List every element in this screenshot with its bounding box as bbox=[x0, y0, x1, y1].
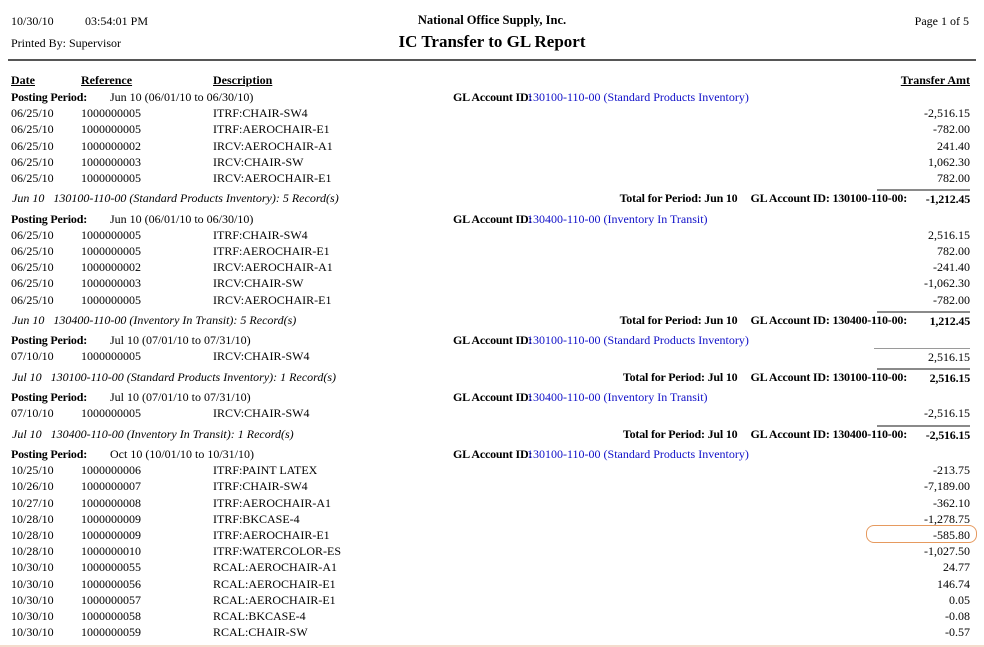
row-description: ITRF:PAINT LATEX bbox=[213, 463, 318, 478]
column-header-date: Date bbox=[11, 73, 35, 87]
table-row bbox=[0, 592, 984, 608]
row-date: 06/25/10 bbox=[11, 170, 54, 185]
report-title: IC Transfer to GL Report bbox=[398, 32, 586, 51]
gl-account-section bbox=[0, 389, 984, 446]
gl-account-label: GL Account ID: bbox=[453, 390, 533, 405]
table-row bbox=[0, 624, 984, 640]
row-description: ITRF:AEROCHAIR-E1 bbox=[213, 122, 330, 137]
total-labels bbox=[620, 313, 907, 328]
row-reference: 1000000005 bbox=[81, 170, 141, 185]
total-period-label: Total for Period: Jun 10 bbox=[619, 191, 738, 206]
row-reference: 1000000005 bbox=[81, 349, 141, 364]
section-total-row bbox=[0, 308, 984, 333]
total-period-label: Total for Period: Jul 10 bbox=[622, 426, 738, 441]
page-indicator: Page 1 of 5 bbox=[914, 14, 969, 28]
report-header bbox=[0, 0, 984, 89]
table-row bbox=[0, 543, 984, 559]
row-description: IRCV:CHAIR-SW4 bbox=[213, 349, 310, 364]
posting-period-value: Jul 10 (07/01/10 to 07/31/10) bbox=[110, 390, 251, 405]
total-account-label: GL Account ID: 130100-110-00: bbox=[750, 191, 907, 206]
table-row bbox=[0, 495, 984, 511]
row-reference: 1000000002 bbox=[81, 260, 141, 275]
posting-period-label: Posting Period: bbox=[11, 90, 87, 104]
posting-period-label: Posting Period: bbox=[11, 333, 87, 348]
row-date: 10/26/10 bbox=[11, 479, 54, 494]
row-description: IRCV:AEROCHAIR-E1 bbox=[213, 292, 332, 307]
row-date: 06/25/10 bbox=[11, 276, 54, 291]
table-row bbox=[0, 121, 984, 137]
table-row bbox=[0, 275, 984, 291]
row-date: 10/28/10 bbox=[11, 527, 54, 542]
gl-account-label: GL Account ID: bbox=[453, 211, 533, 226]
row-reference: 1000000006 bbox=[81, 463, 141, 478]
row-date: 10/30/10 bbox=[11, 608, 54, 623]
total-amount: -1,212.45 bbox=[877, 189, 970, 207]
section-total-row bbox=[0, 422, 984, 447]
total-labels bbox=[623, 427, 907, 442]
gl-account-section bbox=[0, 446, 984, 640]
column-header-reference: Reference bbox=[81, 73, 133, 87]
posting-period-label: Posting Period: bbox=[11, 390, 87, 405]
row-reference: 1000000056 bbox=[81, 576, 141, 591]
row-description: RCAL:AEROCHAIR-E1 bbox=[213, 576, 336, 591]
total-labels bbox=[620, 191, 907, 206]
row-description: ITRF:CHAIR-SW4 bbox=[213, 106, 308, 121]
row-description: ITRF:AEROCHAIR-E1 bbox=[213, 527, 330, 542]
total-account-label: GL Account ID: 130100-110-00: bbox=[750, 369, 907, 384]
report-date: 10/30/10 bbox=[11, 14, 54, 28]
row-date: 10/30/10 bbox=[11, 592, 54, 607]
row-reference: 1000000005 bbox=[81, 122, 141, 137]
table-row bbox=[0, 478, 984, 494]
row-reference: 1000000008 bbox=[81, 495, 141, 510]
row-description: ITRF:AEROCHAIR-E1 bbox=[213, 244, 330, 258]
row-reference: 1000000009 bbox=[81, 527, 141, 542]
row-amount[interactable]: -782.00 bbox=[933, 122, 970, 137]
row-amount[interactable]: -0.57 bbox=[945, 625, 970, 640]
report-body bbox=[0, 89, 984, 640]
gl-account-link[interactable]: 130400-110-00 (Inventory In Transit) bbox=[527, 211, 708, 226]
posting-period-row bbox=[0, 211, 984, 227]
column-header-transfer-amt: Transfer Amt bbox=[900, 73, 970, 87]
gl-account-link[interactable]: 130400-110-00 (Inventory In Transit) bbox=[527, 390, 708, 405]
table-row bbox=[0, 405, 984, 421]
row-description: RCAL:AEROCHAIR-E1 bbox=[213, 592, 336, 607]
table-row bbox=[0, 170, 984, 186]
row-description: RCAL:CHAIR-SW bbox=[213, 625, 308, 640]
row-reference: 1000000002 bbox=[81, 138, 141, 153]
row-date: 07/10/10 bbox=[11, 349, 54, 364]
row-description: IRCV:CHAIR-SW bbox=[213, 154, 304, 169]
posting-period-label: Posting Period: bbox=[11, 447, 87, 461]
row-description: IRCV:CHAIR-SW4 bbox=[213, 406, 310, 421]
row-reference: 1000000058 bbox=[81, 608, 141, 623]
row-description: IRCV:AEROCHAIR-A1 bbox=[213, 260, 333, 275]
total-amount: 1,212.45 bbox=[877, 311, 970, 329]
row-reference: 1000000003 bbox=[81, 154, 141, 169]
row-reference: 1000000005 bbox=[81, 106, 141, 121]
total-account-label: GL Account ID: 130400-110-00: bbox=[750, 312, 907, 327]
row-date: 10/28/10 bbox=[11, 544, 54, 559]
table-row bbox=[0, 227, 984, 243]
section-summary: Jul 10 130400-110-00 (Inventory In Transit): 1 Record(s) bbox=[12, 426, 294, 441]
posting-period-label: Posting Period: bbox=[11, 211, 87, 226]
row-date: 06/25/10 bbox=[11, 106, 54, 121]
section-total-row bbox=[0, 186, 984, 211]
row-description: ITRF:CHAIR-SW4 bbox=[213, 227, 308, 242]
row-description: RCAL:AEROCHAIR-A1 bbox=[213, 560, 338, 575]
row-amount-highlighted[interactable]: -585.80 bbox=[874, 527, 970, 543]
gl-account-link[interactable]: 130100-110-00 (Standard Products Inventory) bbox=[527, 90, 749, 104]
row-reference: 1000000005 bbox=[81, 227, 141, 242]
row-amount[interactable]: -0.08 bbox=[945, 608, 970, 623]
row-amount[interactable]: -2,516.15 bbox=[924, 406, 970, 421]
row-date: 10/27/10 bbox=[11, 495, 54, 510]
row-date: 06/25/10 bbox=[11, 154, 54, 169]
row-amount[interactable]: -782.00 bbox=[933, 292, 970, 307]
total-labels bbox=[623, 370, 907, 385]
total-account-label: GL Account ID: 130400-110-00: bbox=[750, 426, 907, 441]
total-period-label: Total for Period: Jun 10 bbox=[619, 312, 738, 327]
gl-account-link[interactable]: 130100-110-00 (Standard Products Inventory) bbox=[527, 333, 749, 348]
table-row bbox=[0, 608, 984, 624]
section-total-row bbox=[0, 365, 984, 390]
row-amount[interactable]: 146.74 bbox=[937, 576, 970, 591]
report-time: 03:54:01 PM bbox=[85, 14, 149, 28]
company-name: National Office Supply, Inc. bbox=[417, 13, 567, 27]
row-description: RCAL:BKCASE-4 bbox=[213, 608, 306, 623]
posting-period-row bbox=[0, 89, 984, 105]
table-row bbox=[0, 292, 984, 308]
row-reference: 1000000059 bbox=[81, 625, 141, 640]
section-summary: Jul 10 130100-110-00 (Standard Products Inventory): 1 Record(s) bbox=[12, 369, 337, 384]
table-row bbox=[0, 259, 984, 275]
row-amount[interactable]: -2,516.15 bbox=[924, 106, 970, 121]
row-amount[interactable]: -213.75 bbox=[933, 463, 970, 478]
row-amount[interactable]: 2,516.15 bbox=[874, 348, 970, 365]
table-row bbox=[0, 154, 984, 170]
row-date: 06/25/10 bbox=[11, 260, 54, 275]
row-amount[interactable]: 241.40 bbox=[937, 138, 970, 153]
printed-by: Printed By: Supervisor bbox=[11, 36, 121, 50]
row-date: 06/25/10 bbox=[11, 122, 54, 137]
posting-period-row bbox=[0, 446, 984, 462]
row-reference: 1000000057 bbox=[81, 592, 141, 607]
table-row bbox=[0, 511, 984, 527]
row-date: 10/30/10 bbox=[11, 625, 54, 640]
row-reference: 1000000005 bbox=[81, 406, 141, 421]
gl-account-section bbox=[0, 332, 984, 389]
row-description: ITRF:WATERCOLOR-ES bbox=[213, 544, 342, 559]
row-amount[interactable]: 0.05 bbox=[949, 592, 970, 607]
row-reference: 1000000003 bbox=[81, 276, 141, 291]
column-header-description: Description bbox=[213, 73, 273, 87]
table-row bbox=[0, 576, 984, 592]
row-amount[interactable]: 782.00 bbox=[937, 244, 970, 258]
row-description: IRCV:AEROCHAIR-A1 bbox=[213, 138, 333, 153]
row-date: 10/28/10 bbox=[11, 511, 54, 526]
row-description: ITRF:BKCASE-4 bbox=[213, 511, 300, 526]
row-amount[interactable]: -362.10 bbox=[933, 495, 970, 510]
row-amount[interactable]: 2,516.15 bbox=[928, 227, 970, 242]
gl-account-section bbox=[0, 211, 984, 333]
row-description: IRCV:CHAIR-SW bbox=[213, 276, 304, 291]
row-description: IRCV:AEROCHAIR-E1 bbox=[213, 170, 332, 185]
total-amount: 2,516.15 bbox=[877, 368, 970, 386]
posting-period-value: Oct 10 (10/01/10 to 10/31/10) bbox=[110, 447, 254, 461]
table-row bbox=[0, 559, 984, 575]
row-amount[interactable]: -1,027.50 bbox=[924, 544, 970, 559]
posting-period-value: Jun 10 (06/01/10 to 06/30/10) bbox=[110, 90, 254, 104]
table-row bbox=[0, 105, 984, 121]
table-row bbox=[0, 138, 984, 154]
gl-account-label: GL Account ID: bbox=[453, 90, 533, 104]
row-amount[interactable]: 1,062.30 bbox=[928, 154, 970, 169]
section-summary: Jun 10 130400-110-00 (Inventory In Transit): 5 Record(s) bbox=[12, 312, 297, 327]
row-amount[interactable]: -241.40 bbox=[933, 260, 970, 275]
gl-account-label: GL Account ID: bbox=[453, 447, 533, 461]
row-reference: 1000000007 bbox=[81, 479, 141, 494]
posting-period-row bbox=[0, 332, 984, 348]
table-row bbox=[0, 348, 984, 364]
row-date: 06/25/10 bbox=[11, 292, 54, 307]
total-period-label: Total for Period: Jul 10 bbox=[622, 369, 738, 384]
row-date: 06/25/10 bbox=[11, 138, 54, 153]
row-amount[interactable]: 782.00 bbox=[937, 170, 970, 185]
row-date: 10/30/10 bbox=[11, 560, 54, 575]
row-amount[interactable]: -7,189.00 bbox=[924, 479, 970, 494]
table-row bbox=[0, 527, 984, 543]
total-amount: -2,516.15 bbox=[877, 425, 970, 443]
posting-period-row bbox=[0, 389, 984, 405]
row-amount[interactable]: -1,062.30 bbox=[924, 276, 970, 291]
row-date: 06/25/10 bbox=[11, 244, 54, 258]
row-reference: 1000000055 bbox=[81, 560, 141, 575]
posting-period-value: Jun 10 (06/01/10 to 06/30/10) bbox=[110, 211, 254, 226]
header-rule bbox=[8, 59, 976, 61]
gl-account-link[interactable]: 130100-110-00 (Standard Products Inventory) bbox=[527, 447, 749, 461]
row-date: 06/25/10 bbox=[11, 227, 54, 242]
row-reference: 1000000009 bbox=[81, 511, 141, 526]
row-date: 10/25/10 bbox=[11, 463, 54, 478]
row-amount[interactable]: 24.77 bbox=[943, 560, 970, 575]
row-description: ITRF:AEROCHAIR-A1 bbox=[213, 495, 332, 510]
row-reference: 1000000005 bbox=[81, 244, 141, 258]
table-row bbox=[0, 243, 984, 259]
gl-account-section bbox=[0, 89, 984, 211]
row-date: 10/30/10 bbox=[11, 576, 54, 591]
row-reference: 1000000005 bbox=[81, 292, 141, 307]
section-summary: Jun 10 130100-110-00 (Standard Products Inventory): 5 Record(s) bbox=[12, 191, 339, 206]
row-amount[interactable]: -1,278.75 bbox=[924, 511, 970, 526]
row-description: ITRF:CHAIR-SW4 bbox=[213, 479, 308, 494]
gl-account-label: GL Account ID: bbox=[453, 333, 533, 348]
row-reference: 1000000010 bbox=[81, 544, 141, 559]
posting-period-value: Jul 10 (07/01/10 to 07/31/10) bbox=[110, 333, 251, 348]
row-date: 07/10/10 bbox=[11, 406, 54, 421]
table-row bbox=[0, 462, 984, 478]
